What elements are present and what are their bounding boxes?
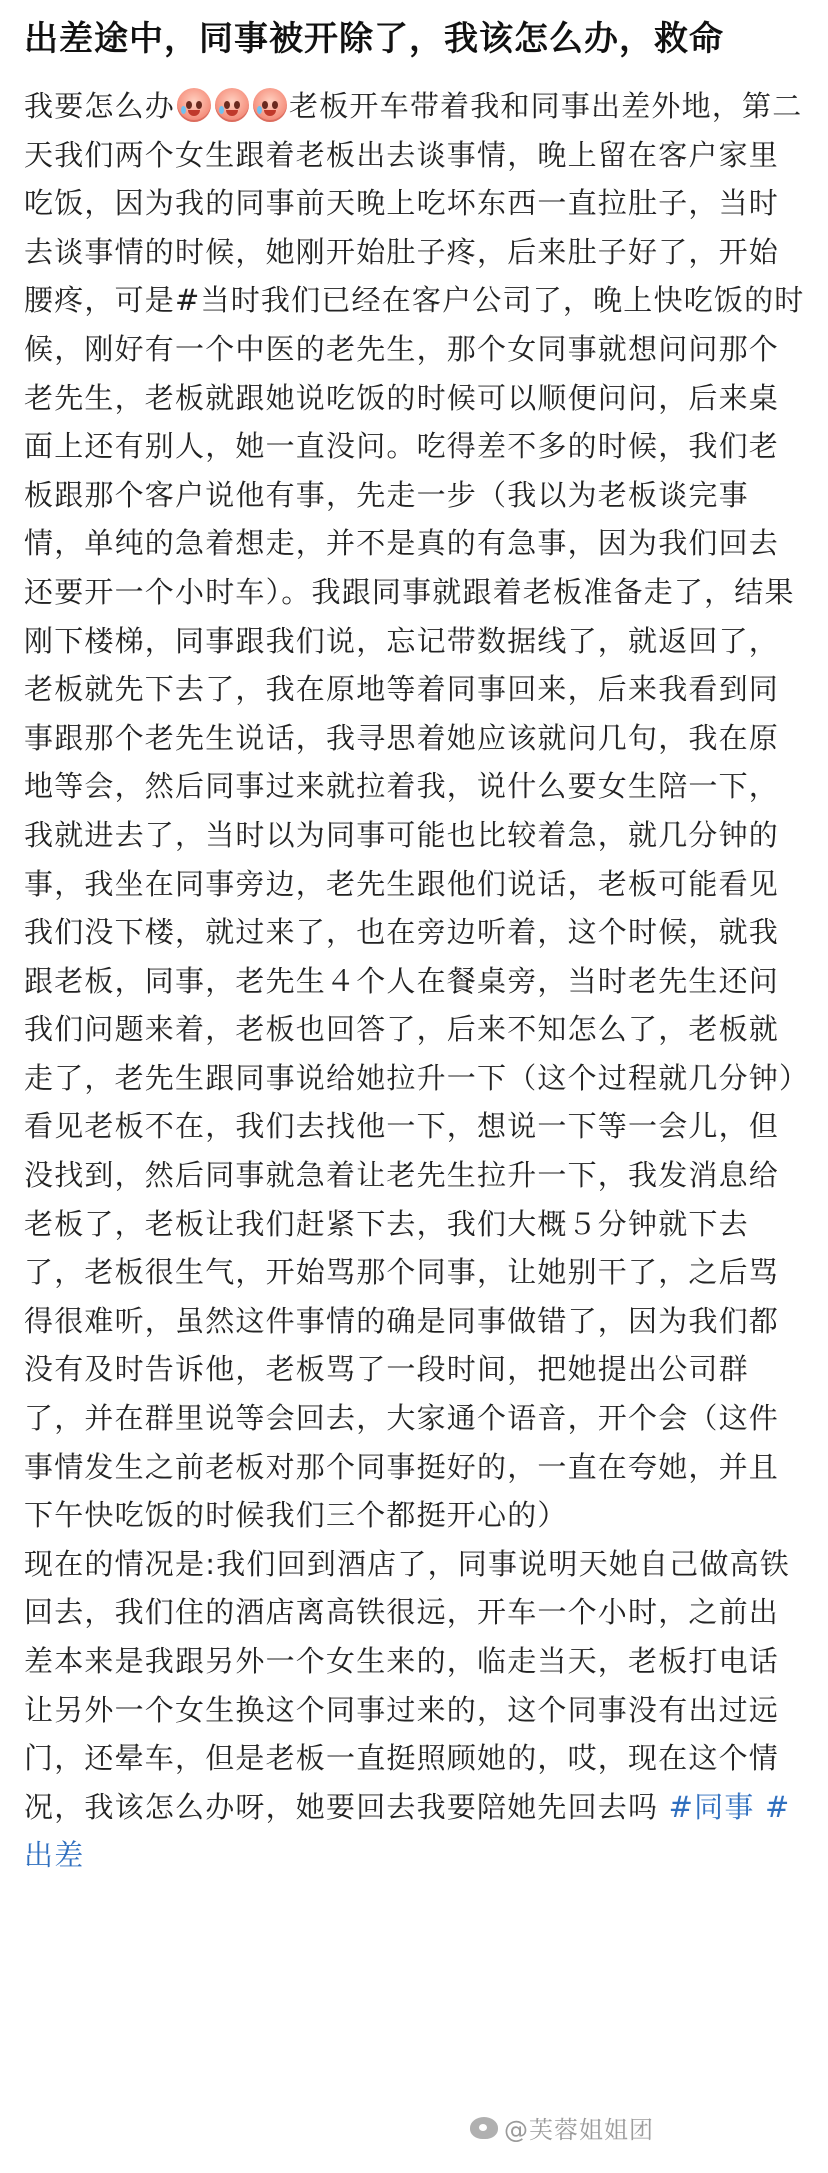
crying-emoji-icon xyxy=(177,88,211,122)
hashtag-link[interactable]: #出差 xyxy=(24,1789,791,1873)
paragraph-2-text: 现在的情况是:我们回到酒店了，同事说明天她自己做高铁回去，我们住的酒店离高铁很远，开车一个小时，之前出差本来是我跟另外一个女生来的，临走当天，老板打电话让另外一个女生换这个同事过来的，这个同事没有出过远门，还晕车，但是老板一直挺照顾她的，哎，现在这个情况，我该怎么办呀，她要回去我要陪她先回去吗 xyxy=(24,1546,790,1824)
paragraph-1 xyxy=(24,82,806,1540)
crying-emoji-icon xyxy=(253,88,287,122)
hashtag-link[interactable]: #同事 xyxy=(668,1789,755,1824)
intro-text: 我要怎么办 xyxy=(24,89,176,123)
paragraph-1-text: 老板开车带着我和同事出差外地，第二天我们两个女生跟着老板出去谈事情，晚上留在客户家里吃饭，因为我的同事前天晚上吃坏东西一直拉肚子，当时去谈事情的时候，她刚开始肚子疼，后来肚子好了，开始腰疼，可是#当时我们已经在客户公司了，晚上快吃饭的时候，刚好有一个中医的老先生，那个女同事就想问问那个老先生，老板就跟她说吃饭的时候可以顺便问问，后来桌面上还有别人，她一直没问。吃得差不多的时候，我们老板跟那个客户说他有事，先走一步（我以为老板谈完事情，单纯的急着想走，并不是真的有急事，因为我们回去还要开一个小时车）。我跟同事就跟着老板准备走了，结果刚下楼梯，同事跟我们说，忘记带数据线了，就返回了，老板就先下去了，我在原地等着同事回来，后来我看到同事跟那个老先生说话，我寻思着她应该就问几句，我在原地等会，然后同事过来就拉着我，说什么要女生陪一下，我就进去了，当时以为同事可能也比较着急，就几分钟的事，我坐在同事旁边，老先生跟他们说话，老板可能看见我们没下楼，就过来了，也在旁边听着，这个时候，就我跟老板，同事，老先生４个人在餐桌旁，当时老先生还问我们问题来着，老板也回答了，后来不知怎么了，老板就走了，老先生跟同事说给她拉升一下（这个过程就几分钟）看见老板不在，我们去找他一下，想说一下等一会儿，但没找到，然后同事就急着让老先生拉升一下，我发消息给老板了，老板让我们赶紧下去，我们大概５分钟就下去了，老板很生气，开始骂那个同事，让她别干了，之后骂得很难听，虽然这件事情的确是同事做错了，因为我们都没有及时告诉他，老板骂了一段时间，把她提出公司群了，并在群里说等会回去，大家通个语音，开个会（这件事情发生之前老板对那个同事挺好的，一直在夸她，并且下午快吃饭的时候我们三个都挺开心的） xyxy=(24,89,805,1533)
emoji-group xyxy=(177,88,287,122)
paragraph-2 xyxy=(24,1540,806,1880)
weibo-logo-icon xyxy=(470,2117,498,2139)
post-body xyxy=(24,82,806,1880)
crying-emoji-icon xyxy=(215,88,249,122)
watermark-text: @芙蓉姐姐团 xyxy=(504,2116,654,2144)
post-title: 出差途中，同事被开除了，我该怎么办，救命 xyxy=(24,19,724,59)
weibo-watermark xyxy=(470,2110,654,2145)
